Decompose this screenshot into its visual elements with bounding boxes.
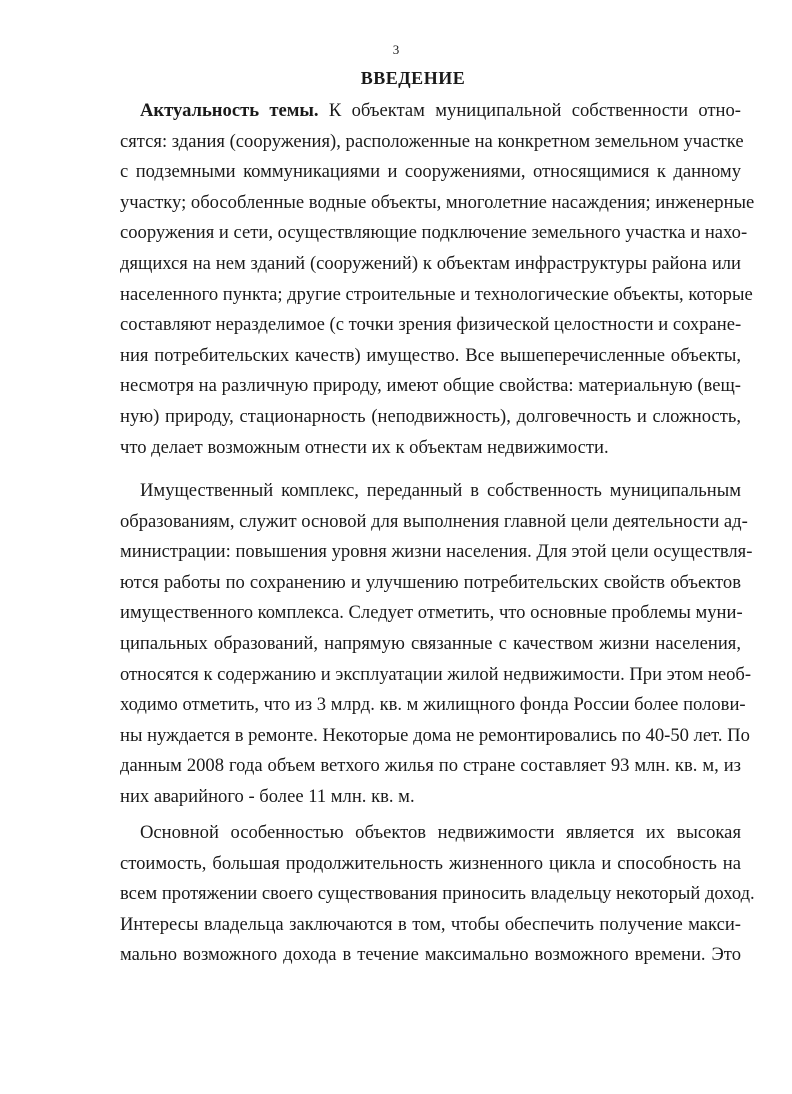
- paragraph-line: образованиям, служит основой для выполнения главной цели деятельности ад-: [120, 510, 748, 532]
- paragraph-line: ную) природу, стационарность (неподвижность), долговечность и сложность,: [120, 405, 741, 427]
- paragraph-line: ются работы по сохранению и улучшению потребительских свойств объектов: [120, 571, 741, 593]
- paragraph-line: дящихся на нем зданий (сооружений) к объектам инфраструктуры района или: [120, 252, 741, 274]
- paragraph-relevance: [120, 96, 755, 463]
- paragraph-line: несмотря на различную природу, имеют общие свойства: материальную (вещ-: [120, 375, 741, 397]
- paragraph-line-text: К объектам муниципальной собственности отно-: [318, 100, 741, 121]
- paragraph-line: министрации: повышения уровня жизни населения. Для этой цели осуществля-: [120, 541, 753, 563]
- paragraph-line: Имущественный комплекс, переданный в собственность муниципальным: [140, 480, 741, 501]
- page-title: ВВЕДЕНИЕ: [360, 68, 466, 88]
- paragraph-line: участку; обособленные водные объекты, многолетние насаждения; инженерные: [120, 191, 755, 213]
- paragraph-property-complex: [120, 476, 753, 813]
- paragraph-line: Основной особенностью объектов недвижимости является их высокая: [140, 822, 741, 843]
- paragraph-line: Интересы владельца заключаются в том, чтобы обеспечить получение макси-: [120, 913, 741, 935]
- paragraph-real-estate-features: [120, 818, 755, 971]
- page-number: 3: [392, 42, 400, 57]
- paragraph-line: стоимость, большая продолжительность жизненного цикла и способность на: [120, 852, 741, 874]
- paragraph-line: населенного пункта; другие строительные и технологические объекты, которые: [120, 283, 753, 305]
- paragraph-line: них аварийного - более 11 млн. кв. м.: [120, 785, 415, 807]
- paragraph-line: сооружения и сети, осуществляющие подключение земельного участка и нахо-: [120, 222, 748, 244]
- paragraph-line: ходимо отметить, что из 3 млрд. кв. м жилищного фонда России более полови-: [120, 694, 746, 716]
- paragraph-line: ципальных образований, напрямую связанные с качеством жизни населения,: [120, 632, 741, 654]
- paragraph-line: данным 2008 года объем ветхого жилья по стране составляет 93 млн. кв. м, из: [120, 755, 741, 777]
- paragraph-lead: Актуальность темы.: [140, 100, 319, 121]
- paragraph-line: составляют неразделимое (с точки зрения физической целостности и сохране-: [120, 314, 742, 336]
- paragraph-line: относятся к содержанию и эксплуатации жилой недвижимости. При этом необ-: [120, 663, 752, 685]
- paragraph-line: имущественного комплекса. Следует отметить, что основные проблемы муни-: [120, 602, 743, 624]
- paragraph-line: ния потребительских качеств) имущество. Все вышеперечисленные объекты,: [120, 344, 741, 366]
- paragraph-line: сятся: здания (сооружения), расположенные на конкретном земельном участке: [120, 130, 744, 152]
- paragraph-line: что делает возможным отнести их к объектам недвижимости.: [120, 436, 609, 458]
- paragraph-line: всем протяжении своего существования приносить владельцу некоторый доход.: [120, 883, 755, 905]
- paragraph-line: мально возможного дохода в течение максимально возможного времени. Это: [120, 944, 741, 966]
- paragraph-line: [120, 96, 741, 127]
- paragraph-line: ны нуждается в ремонте. Некоторые дома не ремонтировались по 40-50 лет. По: [120, 724, 750, 746]
- paragraph-line: с подземными коммуникациями и сооружениями, относящимися к данному: [120, 161, 741, 183]
